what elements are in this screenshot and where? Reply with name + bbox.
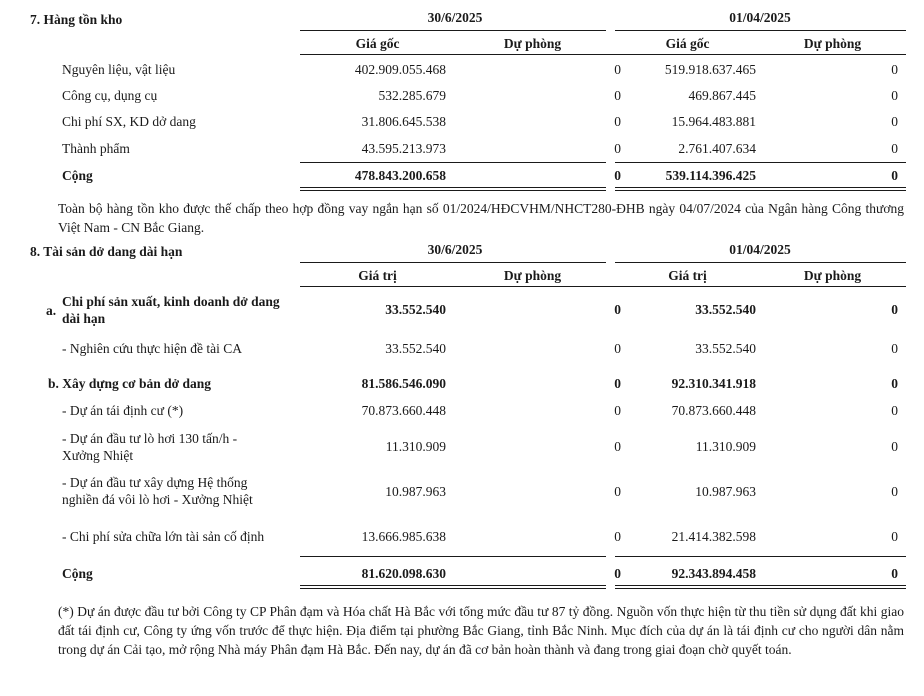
cell-prior: 15.964.483.881 — [671, 114, 756, 129]
divider — [615, 162, 906, 163]
col-header-provision: Dự phòng — [803, 36, 862, 51]
cell-prior: 519.918.637.465 — [664, 62, 756, 77]
divider — [300, 54, 906, 55]
cell-current-provision: 0 — [614, 439, 621, 454]
row-label: - Chi phí sửa chữa lớn tài sản cố định — [62, 529, 265, 544]
cell-current: 532.285.679 — [378, 88, 446, 103]
cell-prior-provision: 0 — [891, 62, 898, 77]
col-header-cost: Giá gốc — [355, 36, 400, 51]
cell-prior-provision: 0 — [891, 88, 898, 103]
cell-current: 81.586.546.090 — [361, 376, 446, 391]
row-label: Nguyên liệu, vật liệu — [62, 62, 176, 77]
cell-prior-provision: 0 — [891, 114, 898, 129]
wip-heading: 8. Tài sản dở dang dài hạn — [30, 244, 183, 259]
cell-current: 31.806.645.538 — [361, 114, 446, 129]
total-prior: 539.114.396.425 — [665, 168, 756, 183]
col-header-value: Giá trị — [668, 268, 707, 283]
col-header-provision: Dự phòng — [503, 268, 562, 283]
footnote: (*) Dự án được đầu tư bởi Công ty CP Phân đạm và Hóa chất Hà Bắc với tổng mức đầu tư 87 tỷ đồng. Nguồn vốn thực hiện từ thu tiền sử dụng đất khi giao đất tái định cư, Công ty ứng vốn trước để thực hiện. Địa điểm tại phường Bắc Giang, tỉnh Bắc Ninh. Mục đích của dự án là tái định cư cho người dân nằm trong dự án Cải tạo, mở rộng Nhà máy Phân đạm Hà Bắc. Đến nay, dự án đã cơ bản hoàn thành và đang trong giai đoạn chờ quyết toán. — [58, 604, 904, 657]
cell-current: 70.873.660.448 — [361, 403, 446, 418]
cell-prior-provision: 0 — [891, 439, 898, 454]
col-header-value: Giá trị — [358, 268, 397, 283]
cell-prior-provision: 0 — [891, 403, 898, 418]
cell-prior-provision: 0 — [891, 141, 898, 156]
total-label: Cộng — [62, 566, 93, 581]
cell-current: 33.552.540 — [385, 341, 446, 356]
cell-current-provision: 0 — [614, 114, 621, 129]
cell-prior: 11.310.909 — [695, 439, 756, 454]
col-header-provision: Dự phòng — [803, 268, 862, 283]
divider — [615, 262, 906, 263]
double-underline — [615, 187, 906, 191]
cell-current-provision: 0 — [614, 484, 621, 499]
cell-current-provision: 0 — [614, 403, 621, 418]
inventory-period-current: 30/6/2025 — [427, 10, 483, 25]
col-header-provision: Dự phòng — [503, 36, 562, 51]
cell-prior: 33.552.540 — [695, 302, 756, 317]
divider — [300, 162, 606, 163]
cell-prior: 10.987.963 — [695, 484, 756, 499]
cell-prior: 21.414.382.598 — [671, 529, 756, 544]
cell-current: 43.595.213.973 — [361, 141, 446, 156]
section-a-label: Chi phí sản xuất, kinh doanh dở dang dài hạn — [62, 294, 280, 326]
cell-prior: 469.867.445 — [688, 88, 756, 103]
row-label: - Nghiên cứu thực hiện đề tài CA — [62, 341, 242, 356]
row-label: - Dự án đầu tư xây dựng Hệ thống nghiền đá vôi lò hơi - Xưởng Nhiệt — [62, 475, 253, 507]
row-label: - Dự án tái định cư (*) — [62, 403, 184, 418]
double-underline — [615, 585, 906, 589]
total-prior-provision: 0 — [891, 566, 898, 581]
row-label: Chi phí SX, KD dở dang — [62, 114, 196, 129]
cell-current-provision: 0 — [614, 141, 621, 156]
divider — [615, 556, 906, 557]
wip-period-current: 30/6/2025 — [427, 242, 483, 257]
cell-current-provision: 0 — [614, 62, 621, 77]
total-current: 478.843.200.658 — [354, 168, 446, 183]
cell-current: 402.909.055.468 — [354, 62, 446, 77]
cell-current: 10.987.963 — [385, 484, 446, 499]
cell-current: 11.310.909 — [385, 439, 446, 454]
cell-current: 13.666.985.638 — [361, 529, 446, 544]
total-current-provision: 0 — [614, 168, 621, 183]
cell-current-provision: 0 — [614, 341, 621, 356]
double-underline — [300, 187, 606, 191]
cell-current: 33.552.540 — [385, 302, 446, 317]
cell-current-provision: 0 — [614, 376, 621, 391]
total-prior-provision: 0 — [891, 168, 898, 183]
cell-current-provision: 0 — [614, 302, 621, 317]
cell-prior-provision: 0 — [891, 484, 898, 499]
inventory-note: Toàn bộ hàng tồn kho được thế chấp theo hợp đồng vay ngắn hạn số 01/2024/HĐCVHM/NHCT280-ĐHB ngày 04/07/2024 của Ngân hàng Công thương Việt Nam - CN Bắc Giang. — [58, 201, 904, 235]
cell-prior: 2.761.407.634 — [678, 141, 756, 156]
col-header-cost: Giá gốc — [665, 36, 710, 51]
total-current-provision: 0 — [614, 566, 621, 581]
cell-prior: 33.552.540 — [695, 341, 756, 356]
divider — [300, 556, 606, 557]
total-label: Cộng — [62, 168, 93, 183]
row-label: Thành phẩm — [62, 141, 130, 156]
cell-prior-provision: 0 — [891, 302, 898, 317]
cell-prior: 70.873.660.448 — [671, 403, 756, 418]
divider — [615, 30, 906, 31]
section-b-label: b. Xây dựng cơ bản dở dang — [48, 376, 211, 391]
cell-prior-provision: 0 — [891, 529, 898, 544]
cell-prior: 92.310.341.918 — [671, 376, 756, 391]
cell-prior-provision: 0 — [891, 341, 898, 356]
cell-current-provision: 0 — [614, 529, 621, 544]
divider — [300, 262, 606, 263]
cell-current-provision: 0 — [614, 88, 621, 103]
wip-period-prior: 01/04/2025 — [729, 242, 791, 257]
double-underline — [300, 585, 606, 589]
inventory-period-prior: 01/04/2025 — [729, 10, 791, 25]
total-prior: 92.343.894.458 — [671, 566, 756, 581]
total-current: 81.620.098.630 — [361, 566, 446, 581]
row-label: Công cụ, dụng cụ — [62, 88, 158, 103]
cell-prior-provision: 0 — [891, 376, 898, 391]
divider — [300, 286, 906, 287]
section-a-marker: a. — [46, 303, 57, 318]
divider — [300, 30, 606, 31]
row-label: - Dự án đầu tư lò hơi 130 tấn/h - Xưởng Nhiệt — [62, 431, 238, 463]
inventory-heading: 7. Hàng tồn kho — [30, 12, 123, 27]
